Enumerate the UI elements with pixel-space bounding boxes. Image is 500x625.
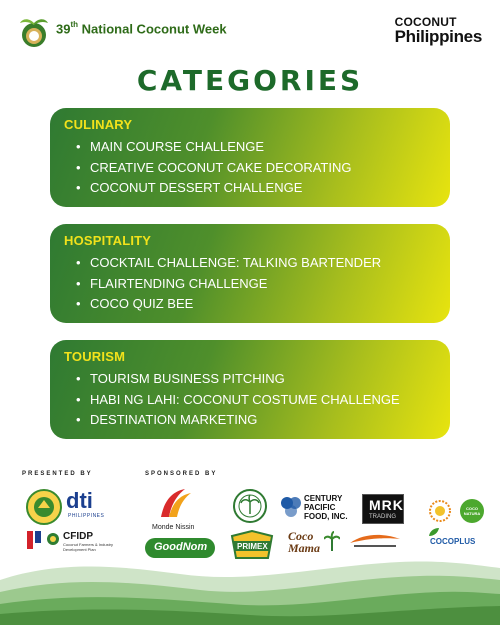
- mrk-trading-logo: [362, 494, 404, 524]
- category-card-hospitality: [50, 224, 450, 323]
- goodnom-logo-text: GoodNom: [154, 541, 208, 553]
- mrk-logo-subtext: TRADING: [369, 514, 396, 520]
- coco-natura-logo: [460, 499, 484, 523]
- list-item: • TOURISM BUSINESS PITCHING: [74, 369, 400, 390]
- event-title: [56, 21, 227, 36]
- list-item: • COCKTAIL CHALLENGE: TALKING BARTENDER: [74, 253, 381, 274]
- monde-nissin-emblem-icon: [155, 487, 195, 521]
- list-item: • COCONUT DESSERT CHALLENGE: [74, 178, 351, 199]
- century-pacific-logo-text: FOOD, INC.: [304, 512, 348, 521]
- list-item: • CREATIVE COCONUT CAKE DECORATING: [74, 158, 351, 179]
- list-item: • MAIN COURSE CHALLENGE: [74, 137, 351, 158]
- list-item: • HABI NG LAHI: COCONUT COSTUME CHALLENGE: [74, 390, 400, 411]
- dti-logo-text: dti: [66, 488, 93, 513]
- mrk-logo-text: MRK: [369, 497, 404, 513]
- list-item: • DESTINATION MARKETING: [74, 410, 400, 431]
- da-seal-icon: [24, 488, 64, 526]
- event-number-suffix: th: [70, 20, 79, 29]
- presented-by-label: PRESENTED BY: [22, 471, 93, 477]
- coconut-seal-icon: [232, 488, 268, 524]
- coco-mama-logo-text: Mama: [288, 541, 321, 555]
- event-name: National Coconut Week: [81, 21, 227, 37]
- coco-mama-logo-text: Coco: [288, 529, 314, 543]
- category-card-tourism: [50, 340, 450, 439]
- header: [18, 12, 482, 54]
- cfidp-logo-text: CFIDP: [63, 531, 93, 542]
- list-item: • COCO QUIZ BEE: [74, 294, 381, 315]
- dti-logo: [66, 488, 110, 524]
- sunburst-seal-icon: [426, 499, 454, 523]
- cocoplus-logo-text: COCOPLUS: [430, 537, 476, 546]
- century-pacific-logo: [280, 494, 360, 524]
- category-title: CULINARY: [64, 117, 133, 132]
- leaf-icon: [428, 527, 440, 537]
- category-list: [74, 137, 351, 199]
- dti-logo-subtext: PHILIPPINES: [68, 513, 105, 519]
- primex-logo-text: PRIMEX: [237, 542, 268, 551]
- coconut-philippines-logo: [395, 16, 482, 46]
- event-number: 39: [56, 21, 71, 37]
- category-title: TOURISM: [64, 349, 126, 364]
- century-pacific-emblem-icon: [280, 496, 302, 518]
- cfidp-logo-subtext: Coconut Farmers & Industry: [63, 542, 114, 547]
- page-title: CATEGORIES: [136, 64, 364, 97]
- category-list: [74, 369, 400, 431]
- decorative-waves: [0, 540, 500, 625]
- sponsored-by-label: SPONSORED BY: [145, 471, 218, 477]
- century-pacific-logo-text: CENTURY: [304, 494, 343, 503]
- list-item: • FLAIRTENDING CHALLENGE: [74, 274, 381, 295]
- brand-top-text: COCONUT: [394, 15, 457, 29]
- coco-natura-logo-text: COCO NATURA: [463, 506, 481, 516]
- category-title: HOSPITALITY: [64, 233, 152, 248]
- century-pacific-logo-text: PACIFIC: [304, 503, 336, 512]
- cfidp-logo-subtext: Development Plan: [63, 547, 96, 552]
- category-list: [74, 253, 381, 315]
- brand-bottom-text: Philippines: [394, 27, 482, 46]
- monde-nissin-logo-text: Monde Nissin: [152, 524, 195, 531]
- coconut-week-logo-icon: [18, 15, 50, 49]
- category-card-culinary: [50, 108, 450, 207]
